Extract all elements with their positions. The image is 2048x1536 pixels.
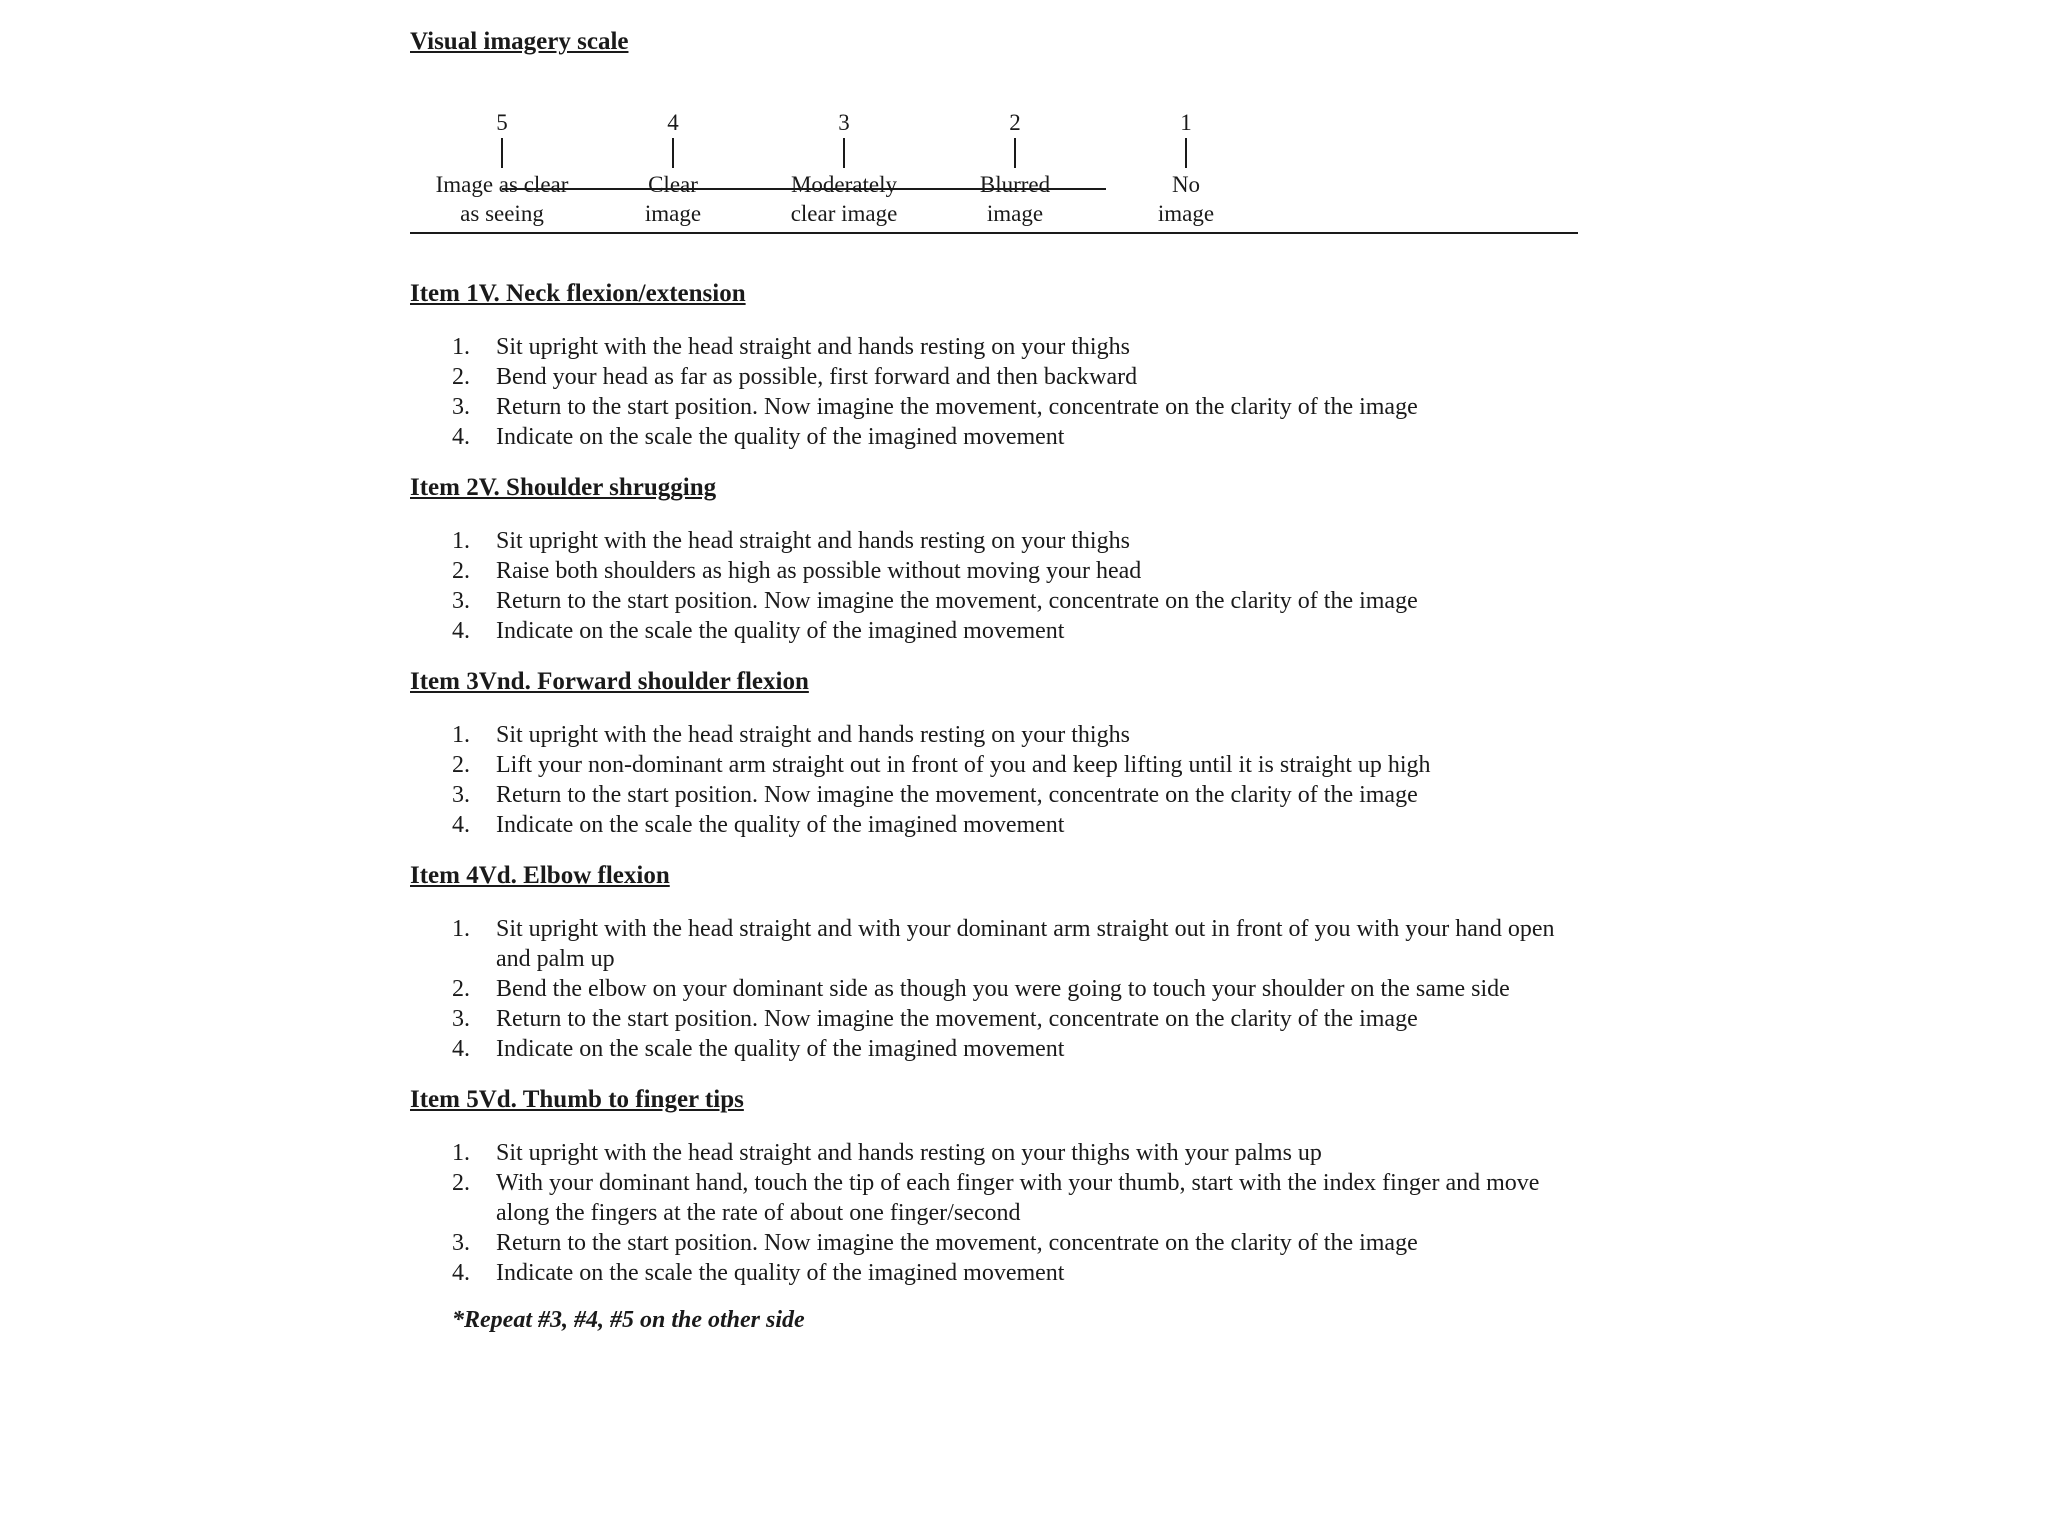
step-number: 2.	[452, 752, 470, 778]
item-3vnd	[410, 662, 1580, 840]
step	[410, 1138, 1580, 1168]
document-page	[410, 22, 1580, 1333]
step-text: Lift your non-dominant arm straight out in front of you and keep lifting until it is straight up high	[496, 752, 1431, 778]
step-number: 2.	[452, 1170, 470, 1196]
step	[410, 780, 1580, 810]
step-text: Indicate on the scale the quality of the imagined movement	[496, 618, 1065, 644]
item-title: Item 1V. Neck flexion/extension	[410, 280, 746, 307]
item-1v	[410, 274, 1580, 452]
scale-point-label-line1: Blurred	[979, 172, 1051, 197]
scale-point-1	[1086, 108, 1286, 228]
scale-point-number: 2	[1009, 110, 1021, 135]
scale-point-5	[402, 108, 602, 228]
step-number: 2.	[452, 558, 470, 584]
scale-point-3	[744, 108, 944, 228]
step	[410, 974, 1580, 1004]
step	[410, 392, 1580, 422]
step-text: Indicate on the scale the quality of the imagined movement	[496, 1036, 1065, 1062]
scale-point-label-line1: Image as clear	[435, 172, 569, 197]
step	[410, 1034, 1580, 1064]
step-text: Sit upright with the head straight and hands resting on your thighs	[496, 722, 1130, 748]
scale-point-label-line2: image	[644, 201, 702, 226]
step-number: 3.	[452, 1006, 470, 1032]
step	[410, 526, 1580, 556]
step	[410, 556, 1580, 586]
step	[410, 750, 1580, 780]
visual-imagery-scale	[410, 62, 1580, 248]
scale-point-label-line1: Moderately	[790, 172, 897, 197]
step-text: Sit upright with the head straight and with your dominant arm straight out in front of you with your hand open and palm up	[496, 916, 1555, 972]
scale-tick	[672, 138, 674, 168]
scale-point-label-line2: image	[1157, 201, 1215, 226]
step-number: 4.	[452, 618, 470, 644]
scale-point-number: 4	[667, 110, 679, 135]
step-text: Return to the start position. Now imagine the movement, concentrate on the clarity of the image	[496, 782, 1418, 808]
scale-point-number: 5	[496, 110, 508, 135]
step	[410, 616, 1580, 646]
step-text: Indicate on the scale the quality of the imagined movement	[496, 1260, 1065, 1286]
step-text: With your dominant hand, touch the tip of each finger with your thumb, start with the index finger and move along the fingers at the rate of about one finger/second	[496, 1170, 1540, 1226]
items-list	[410, 274, 1580, 1336]
step-text: Return to the start position. Now imagine the movement, concentrate on the clarity of the image	[496, 394, 1418, 420]
step-text: Sit upright with the head straight and hands resting on your thighs	[496, 334, 1130, 360]
step-text: Bend your head as far as possible, first forward and then backward	[496, 364, 1138, 390]
step-number: 2.	[452, 364, 470, 390]
scale-point-number: 3	[838, 110, 850, 135]
scale-tick	[1014, 138, 1016, 168]
step-text: Indicate on the scale the quality of the imagined movement	[496, 424, 1065, 450]
section-divider	[410, 232, 1578, 234]
scale-point-2	[915, 108, 1115, 228]
step-text: Return to the start position. Now imagine the movement, concentrate on the clarity of the image	[496, 1006, 1418, 1032]
scale-point-label-line1: No	[1171, 172, 1201, 197]
step-number: 4.	[452, 1260, 470, 1286]
repeat-note: *Repeat #3, #4, #5 on the other side	[452, 1307, 805, 1333]
scale-tick	[501, 138, 503, 168]
step-number: 4.	[452, 812, 470, 838]
step-number: 4.	[452, 1036, 470, 1062]
scale-point-label-line2: clear image	[790, 201, 898, 226]
item-title: Item 2V. Shoulder shrugging	[410, 474, 717, 501]
item-steps	[410, 332, 1580, 452]
step-number: 3.	[452, 782, 470, 808]
step-text: Indicate on the scale the quality of the imagined movement	[496, 812, 1065, 838]
item-steps	[410, 1138, 1580, 1288]
step-text: Sit upright with the head straight and hands resting on your thighs	[496, 528, 1130, 554]
step	[410, 914, 1580, 974]
scale-point-label-line1: Clear	[648, 172, 698, 197]
step-text: Bend the elbow on your dominant side as though you were going to touch your shoulder on the same side	[496, 976, 1510, 1002]
step	[410, 586, 1580, 616]
scale-tick	[843, 138, 845, 168]
step-number: 1.	[452, 916, 470, 942]
step-number: 1.	[452, 334, 470, 360]
scale-tick	[1185, 138, 1187, 168]
step-number: 3.	[452, 394, 470, 420]
step	[410, 1228, 1580, 1258]
step	[410, 1004, 1580, 1034]
step	[410, 1258, 1580, 1288]
item-steps	[410, 914, 1580, 1064]
step	[410, 332, 1580, 362]
step-number: 3.	[452, 1230, 470, 1256]
scale-point-4	[573, 108, 773, 228]
step-text: Sit upright with the head straight and hands resting on your thighs with your palms up	[496, 1140, 1322, 1166]
step-text: Return to the start position. Now imagine the movement, concentrate on the clarity of the image	[496, 588, 1418, 614]
item-steps	[410, 720, 1580, 840]
scale-point-label-line2: image	[986, 201, 1044, 226]
step	[410, 1168, 1580, 1228]
item-title: Item 4Vd. Elbow flexion	[410, 862, 670, 889]
step	[410, 422, 1580, 452]
item-steps	[410, 526, 1580, 646]
step-text: Raise both shoulders as high as possible without moving your head	[496, 558, 1142, 584]
item-title: Item 5Vd. Thumb to finger tips	[410, 1086, 744, 1113]
scale-title: Visual imagery scale	[410, 28, 629, 55]
step	[410, 720, 1580, 750]
step-number: 3.	[452, 588, 470, 614]
scale-point-label-line2: as seeing	[460, 201, 544, 226]
step-number: 1.	[452, 722, 470, 748]
item-4vd	[410, 856, 1580, 1064]
step-number: 1.	[452, 1140, 470, 1166]
step-number: 4.	[452, 424, 470, 450]
item-title: Item 3Vnd. Forward shoulder flexion	[410, 668, 809, 695]
step	[410, 810, 1580, 840]
step	[410, 362, 1580, 392]
step-text: Return to the start position. Now imagine the movement, concentrate on the clarity of the image	[496, 1230, 1418, 1256]
item-2v	[410, 468, 1580, 646]
scale-point-number: 1	[1180, 110, 1192, 135]
step-number: 1.	[452, 528, 470, 554]
item-5vd	[410, 1080, 1580, 1288]
step-number: 2.	[452, 976, 470, 1002]
